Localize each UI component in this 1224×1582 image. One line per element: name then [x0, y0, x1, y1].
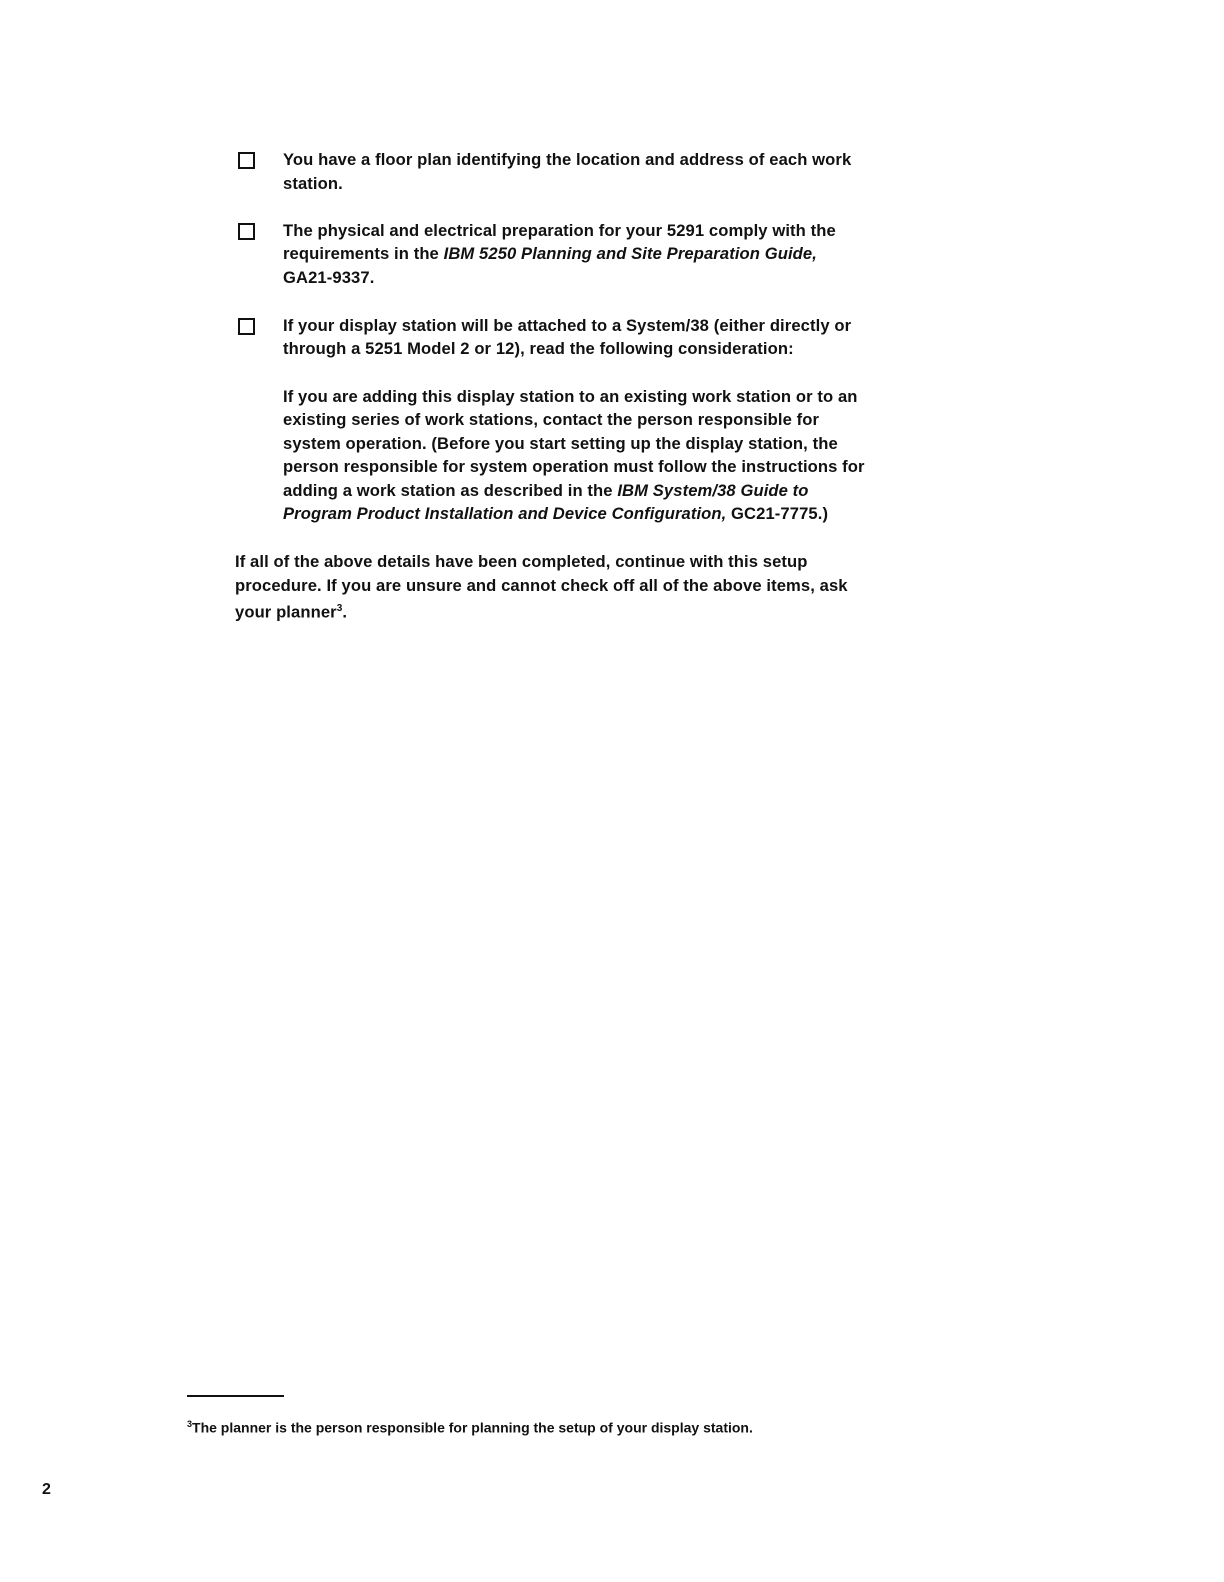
text-line [283, 504, 828, 524]
text-line [283, 339, 794, 359]
text-line [283, 221, 836, 241]
text-line [283, 316, 851, 336]
text-span: You have a floor plan identifying the location and address of each work [283, 150, 852, 169]
text-line [283, 174, 343, 194]
footnote-reference: 3 [336, 603, 343, 614]
checkbox-floor-plan[interactable] [238, 152, 255, 169]
text-span: GA21-9337. [283, 268, 375, 287]
text-line [283, 410, 819, 430]
text-span: existing series of work stations, contact the person responsible for [283, 410, 820, 429]
text-span: station. [283, 174, 343, 193]
text-span: . [342, 602, 348, 622]
text-line [283, 434, 838, 454]
text-line [283, 244, 817, 264]
text-span: procedure. If you are unsure and cannot check off all of the above items, ask [235, 576, 848, 595]
text-span: If all of the above details have been completed, continue with this setup [235, 552, 808, 571]
footnote [187, 1419, 753, 1436]
text-line [283, 150, 851, 170]
text-span: requirements in the [283, 244, 444, 263]
book-title: IBM 5250 Planning and Site Preparation Guide, [443, 244, 817, 263]
footnote-mark: 3 [187, 1419, 193, 1429]
footnote-text: The planner is the person responsible for planning the setup of your display station. [192, 1419, 753, 1436]
text-line [283, 457, 865, 477]
text-span: your planner [235, 602, 337, 622]
book-title: IBM System/38 Guide to [617, 481, 809, 500]
text-span: If you are adding this display station to an existing work station or to an [283, 387, 858, 406]
book-title: Program Product Installation and Device Configuration, [283, 504, 727, 523]
text-span: GC21-7775.) [726, 504, 829, 523]
text-span: adding a work station as described in the [283, 481, 618, 500]
text-span: The physical and electrical preparation for your 5291 comply with the [283, 221, 836, 240]
text-line [283, 387, 858, 407]
text-line [235, 599, 347, 623]
checkbox-site-preparation[interactable] [238, 223, 255, 240]
text-span: If your display station will be attached to a System/38 (either directly or [283, 316, 852, 335]
footnote-divider [187, 1395, 284, 1397]
text-line [235, 552, 808, 572]
text-span: person responsible for system operation must follow the instructions for [283, 457, 865, 476]
text-span: through a 5251 Model 2 or 12), read the following consideration: [283, 339, 794, 358]
page-number: 2 [42, 1481, 51, 1498]
checkbox-system38[interactable] [238, 318, 255, 335]
text-line [235, 576, 848, 596]
text-line [283, 268, 374, 288]
text-span: system operation. (Before you start setting up the display station, the [283, 434, 838, 453]
text-line [283, 481, 809, 501]
